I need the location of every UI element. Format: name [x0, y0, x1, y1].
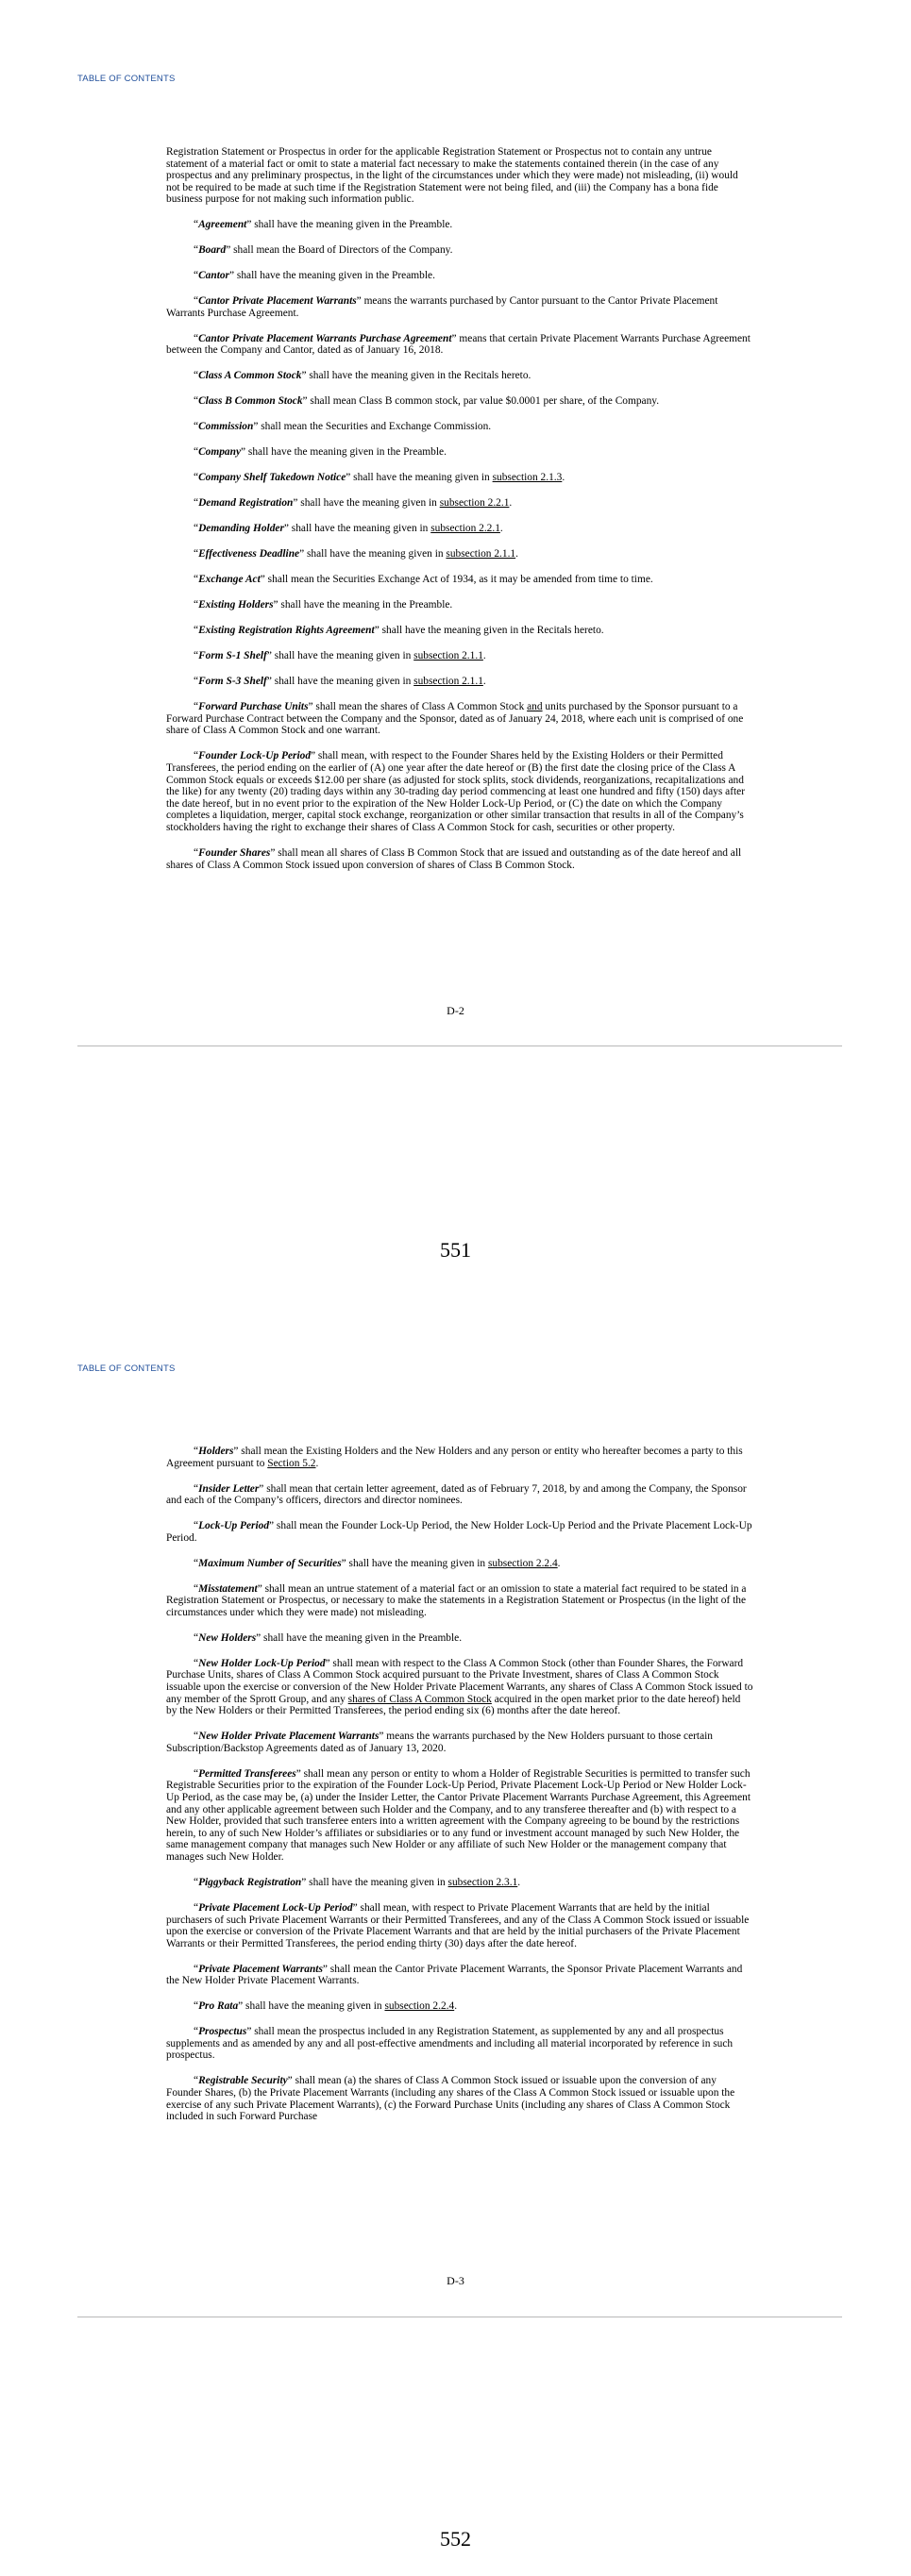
- subsection-link[interactable]: subsection 2.1.3: [492, 472, 563, 484]
- term: Commission: [198, 421, 254, 433]
- term: Company: [198, 446, 241, 459]
- def-insider-letter: “Insider Letter” shall mean that certain letter agreement, dated as of February 7, 2018, by and among the Company, the Sponsor and each of the Company’s officers, directors and director nominees.: [166, 1482, 747, 1507]
- def-cantor: “Cantor” shall have the meaning given in the Preamble.: [194, 270, 435, 282]
- term: Exchange Act: [198, 574, 261, 586]
- def-text: ” shall mean with respect to the Class A Common Stock (other than Founder Shares, the Forward Purchase Units, shares of Class A Common Stock acquired pursuant to the Private Investment, shares of Class A Common Stock issuable upon the exercise or conversion of the New Holder Private Placement Warrants, any shares of Class A Common Stock issued to any member of the Sprott Group, and any: [166, 1657, 753, 1705]
- term: Effectiveness Deadline: [198, 548, 300, 560]
- def-pro-rata: “Pro Rata” shall have the meaning given in subsection 2.2.4.: [194, 2000, 458, 2013]
- def-founder-shares: “Founder Shares” shall mean all shares of Class B Common Stock that are issued and outstanding as of the date hereof and all shares of Class A Common Stock issued upon conversion of shares of Class B Common Stock.: [166, 846, 742, 871]
- def-prospectus: “Prospectus” shall mean the prospectus included in any Registration Statement, as supplemented by any and all prospectus supplements and as amended by any and all post-effective amendments and including all material incorporated by reference in such prospectus.: [166, 2026, 734, 2062]
- def-text: ” shall mean the prospectus included in any Registration Statement, as supplemented by any and all prospectus supplements and as amended by any and all post-effective amendments and including all material incorporated by reference in such prospectus.: [166, 2026, 734, 2062]
- def-new-holder-ppw: “New Holder Private Placement Warrants” means the warrants purchased by the New Holders pursuant to those certain Subscription/Backstop Agreements dated as of January 13, 2020.: [166, 1731, 714, 1754]
- term: Founder Shares: [198, 846, 271, 859]
- term: Form S-3 Shelf: [198, 676, 267, 688]
- def-text: ” shall mean Class B common stock, par value $0.0001 per share, of the Company.: [302, 395, 660, 408]
- def-board: “Board” shall mean the Board of Directors of the Company.: [194, 244, 453, 257]
- def-text: ” means the warrants purchased by Cantor pursuant to the Cantor Private Placement Warrants Purchase Agreement.: [166, 295, 718, 319]
- def-commission: “Commission” shall mean the Securities and Exchange Commission.: [194, 421, 492, 433]
- term: Agreement: [198, 219, 247, 231]
- def-holders: “Holders” shall mean the Existing Holders and the New Holders and any person or entity who hereafter becomes a party to this Agreement pursuant to Section 5.2.: [166, 1446, 743, 1469]
- def-cantor-ppw: “Cantor Private Placement Warrants” means the warrants purchased by Cantor pursuant to the Cantor Private Placement Warrants Purchase Agreement.: [166, 295, 718, 319]
- def-text: ” shall have the meaning given in: [266, 650, 414, 662]
- def-text: ” shall mean, with respect to the Founder Shares held by the Existing Holders or their Permitted Transferees, the period ending on the earlier of (A) one year after the date hereof or (B) the first date the closing price of the Class A Common Stock equals or exceeds $12.00 per share (as adjusted for stock splits, stock dividends, reorganizations, recapitalizations and the like) for any twenty (20) trading days within any 30-trading day period commencing at least one hundred and fifty (150) days after the date hereof, but in no event prior to the expiration of the New Holder Lock-Up Period, or (C) the date on which the Company completes a liquidation, merger, capital stock exchange, reorganization or other similar transaction that results in all of the Company’s stockholders having the right to exchange their shares of Class A Common Stock for cash, securities or other property.: [166, 750, 746, 833]
- def-effectiveness-deadline: “Effectiveness Deadline” shall have the meaning given in subsection 2.1.1.: [194, 548, 518, 560]
- subsection-link[interactable]: subsection 2.1.1: [446, 548, 516, 560]
- def-tail: .: [482, 650, 486, 662]
- intro-paragraph: Registration Statement or Prospectus in order for the applicable Registration Statement or Prospectus not to contain any untrue statement of a material fact or omit to state a material fact necessary to make the statements contained therein (in the case of any prospectus and any preliminary prospectus, in the light of the circumstances under which they were made) not misleading, (ii) would not be required to be made at such time if the Registration Statement were not being filed, and (iii) the Company has a bona fide business purpose for not making such information public.: [166, 146, 738, 206]
- def-text: ” shall have the meaning given in the Preamble.: [228, 270, 435, 282]
- def-founder-lockup: “Founder Lock-Up Period” shall mean, with respect to the Founder Shares held by the Existing Holders or their Permitted Transferees, the period ending on the earlier of (A) one year after the date hereof or (B) the first date the closing price of the Class A Common Stock equals or exceeds $12.00 per share (as adjusted for stock splits, stock dividends, reorganizations, recapitalizations and the like) for any twenty (20) trading days within any 30-trading day period commencing at least one hundred and fifty (150) days after the date hereof, but in no event prior to the expiration of the New Holder Lock-Up Period, or (C) the date on which the Company completes a liquidation, merger, capital stock exchange, reorganization or other similar transaction that results in all of the Company’s stockholders having the right to exchange their shares of Class A Common Stock for cash, securities or other property.: [166, 750, 746, 833]
- def-registrable-security: “Registrable Security” shall mean (a) the shares of Class A Common Stock issued or issuable upon the conversion of any Founder Shares, (b) the Private Placement Warrants (including any shares of the Class A Common Stock issued or issuable upon the exercise of any such Private Placement Warrants), (c) the Forward Purchase Units (including any shares of Class A Common Stock included in such Forward Purchase: [166, 2075, 735, 2123]
- term: Cantor Private Placement Warrants Purchase Agreement: [198, 332, 452, 344]
- def-pp-lockup: “Private Placement Lock-Up Period” shall mean, with respect to Private Placement Warrants that are held by the initial purchasers of such Private Placement Warrants or their Permitted Transferees, and any of the Class A Common Stock issued or issuable upon the exercise or conversion of the Private Placement Warrants and that are held by the initial purchasers of the Private Placement Warrants or their Permitted Transferees, the period ending thirty (30) days after the date hereof.: [166, 1901, 750, 1949]
- def-demanding-holder: “Demanding Holder” shall have the meaning given in subsection 2.2.1.: [194, 523, 503, 535]
- term: Piggyback Registration: [198, 1876, 302, 1888]
- def-text: ” shall have the meaning given in: [293, 497, 440, 510]
- subsection-link[interactable]: subsection 2.3.1: [447, 1876, 518, 1888]
- def-text: ” means that certain Private Placement Warrants Purchase Agreement between the Company and Cantor, dated as of January 16, 2018.: [166, 332, 751, 357]
- term: New Holder Lock-Up Period: [198, 1657, 326, 1669]
- subsection-link[interactable]: subsection 2.2.4: [487, 1557, 558, 1569]
- term: Existing Holders: [198, 599, 274, 611]
- term: Maximum Number of Securities: [198, 1557, 342, 1569]
- def-text: ” shall mean the Board of Directors of the Company.: [226, 244, 453, 257]
- def-agreement: “Agreement” shall have the meaning given in the Preamble.: [194, 219, 453, 231]
- def-text: acquired in the open market prior to the date hereof) held by the New Holders or their Permitted Transferees, the period ending six (6) months after the date hereof.: [166, 1693, 741, 1717]
- def-shelf-takedown: “Company Shelf Takedown Notice” shall have the meaning given in subsection 2.1.3.: [194, 472, 565, 484]
- def-text: ” shall mean the Existing Holders and the New Holders and any person or entity who hereafter becomes a party to this Agreement pursuant to: [166, 1446, 743, 1469]
- def-text: ” shall have the meaning given in: [283, 523, 431, 535]
- page-number-551: 551: [440, 1238, 471, 1262]
- term: Misstatement: [198, 1582, 258, 1595]
- term: Class A Common Stock: [198, 370, 302, 382]
- def-permitted-transferees: “Permitted Transferees” shall mean any person or entity to whom a Holder of Registrable Securities is permitted to transfer such Registrable Securities prior to the expiration of the Founder Lock-Up Period, Private Placement Lock-Up Period or New Holder Lock-Up Period, as the case may be, (a) under the Insider Letter, the Cantor Private Placement Warrants Purchase Agreement, this Agreement and any other applicable agreement between such Holder and the Company, and to any transferee thereafter and (b) with respect to a New Holder, provided that such transferee enters into a written agreement with the Company agreeing to be bound by the restrictions herein, to any of such New Holder’s affiliates or subsidiaries or to any fund or investment account managed by such New Holder, the same management company that manages such New Holder or any affiliate of such New Holder or the management company that manages such New Holder.: [166, 1767, 751, 1863]
- def-tail: .: [557, 1557, 561, 1569]
- def-tail: .: [482, 676, 486, 688]
- term: New Holders: [198, 1631, 257, 1644]
- subsection-link[interactable]: subsection 2.2.4: [384, 2000, 455, 2013]
- def-text: ” shall mean the Cantor Private Placement Warrants, the Sponsor Private Placement Warrants and the New Holder Private Placement Warrants.: [166, 1963, 743, 1987]
- def-text: ” shall mean all shares of Class B Common Stock that are issued and outstanding as of the date hereof and all shares of Class A Common Stock issued upon conversion of shares of Class B Common Stock.: [166, 846, 742, 871]
- term: Forward Purchase Units: [198, 701, 309, 713]
- def-text: ” shall mean any person or entity to whom a Holder of Registrable Securities is permitted to transfer such Registrable Securities prior to the expiration of the Founder Lock-Up Period, Private Placement Lock-Up Period or New Holder Lock-Up Period, as the case may be, (a) under the Insider Letter, the Cantor Private Placement Warrants Purchase Agreement, this Agreement and any other applicable agreement between such Holder and the Company, and to any transferee thereafter and (b) with respect to a New Holder, provided that such transferee enters into a written agreement with the Company agreeing to be bound by the restrictions herein, to any of such New Holder’s affiliates or subsidiaries or to any fund or investment account managed by such New Holder, the same management company that manages such New Holder or any affiliate of such New Holder or the management company that manages such New Holder.: [166, 1767, 751, 1863]
- def-tail: .: [515, 548, 518, 560]
- page-1-body: [166, 146, 753, 885]
- def-class-a: “Class A Common Stock” shall have the meaning given in the Recitals hereto.: [194, 370, 531, 382]
- def-text: ” shall have the meaning given in: [346, 472, 493, 484]
- term: Registrable Security: [198, 2075, 288, 2087]
- def-form-s3: “Form S-3 Shelf” shall have the meaning given in subsection 2.1.1.: [194, 676, 486, 688]
- subsection-link[interactable]: subsection 2.1.1: [413, 650, 483, 662]
- def-tail: .: [562, 472, 565, 484]
- term: Demand Registration: [198, 497, 294, 510]
- term: Class B Common Stock: [198, 395, 303, 408]
- term: Insider Letter: [198, 1482, 260, 1495]
- term: Form S-1 Shelf: [198, 650, 267, 662]
- def-company: “Company” shall have the meaning given in the Preamble.: [194, 446, 447, 459]
- def-tail: .: [454, 2000, 458, 2013]
- def-text: ” shall mean (a) the shares of Class A Common Stock issued or issuable upon the conversion of any Founder Shares, (b) the Private Placement Warrants (including any shares of the Class A Common Stock issued or issuable upon the exercise of any such Private Placement Warrants), (c) the Forward Purchase Units (including any shares of Class A Common Stock included in such Forward Purchase: [166, 2075, 735, 2123]
- def-text: ” shall mean the Securities and Exchange Commission.: [253, 421, 492, 433]
- page-label-d2: D-2: [447, 1004, 464, 1017]
- def-text: ” shall have the meaning given in the Preamble.: [241, 446, 447, 459]
- def-text: ” shall mean, with respect to Private Placement Warrants that are held by the initial purchasers of such Private Placement Warrants or their Permitted Transferees, and any of the Class A Common Stock issued or issuable upon the exercise or conversion of the Private Placement Warrants and that are held by the initial purchasers of the Private Placement Warrants or their Permitted Transferees, the period ending thirty (30) days after the date hereof.: [166, 1901, 750, 1949]
- section-link[interactable]: Section 5.2: [267, 1457, 316, 1469]
- def-new-holders: “New Holders” shall have the meaning given in the Preamble.: [194, 1631, 463, 1644]
- def-text: ” shall have the meaning given in the Preamble.: [246, 219, 453, 231]
- def-text: ” shall have the meaning given in: [266, 676, 414, 688]
- def-text: ” shall mean that certain letter agreement, dated as of February 7, 2018, by and among the Company, the Sponsor and each of the Company’s officers, directors and director nominees.: [166, 1482, 747, 1507]
- def-tail: .: [315, 1457, 319, 1469]
- def-text: units purchased by the Sponsor pursuant to a Forward Purchase Contract between the Company and the Sponsor, dated as of January 24, 2018, where each unit is comprised of one share of Class A Common Stock and one warrant.: [166, 701, 744, 737]
- def-max-securities: “Maximum Number of Securities” shall have the meaning given in subsection 2.2.4.: [194, 1557, 561, 1569]
- def-existing-holders: “Existing Holders” shall have the meaning in the Preamble.: [194, 599, 453, 611]
- def-tail: .: [517, 1876, 521, 1888]
- def-text: ” shall mean the Founder Lock-Up Period, the New Holder Lock-Up Period and the Private Placement Lock-Up Period.: [166, 1520, 752, 1544]
- def-tail: .: [509, 497, 513, 510]
- def-existing-rra: “Existing Registration Rights Agreement” shall have the meaning given in the Recitals hereto.: [194, 625, 604, 637]
- def-text: ” shall have the meaning in the Preamble.: [273, 599, 453, 611]
- def-text: ” shall mean an untrue statement of a material fact or an omission to state a material fact required to be stated in a Registration Statement or Prospectus, or necessary to make the statements in a Registration Statement or Prospectus (in the light of the circumstances under which they were made) not misleading.: [166, 1582, 747, 1618]
- term: Holders: [198, 1446, 234, 1457]
- def-text: ” shall have the meaning given in the Preamble.: [256, 1631, 463, 1644]
- def-demand-registration: “Demand Registration” shall have the meaning given in subsection 2.2.1.: [194, 497, 513, 510]
- term: Board: [198, 244, 227, 257]
- def-text: ” shall have the meaning given in the Recitals hereto.: [374, 625, 604, 637]
- def-class-b: “Class B Common Stock” shall mean Class B common stock, par value $0.0001 per share, of the Company.: [194, 395, 660, 408]
- page-divider: [77, 1045, 842, 1046]
- subsection-link[interactable]: subsection 2.1.1: [413, 676, 483, 688]
- def-text: ” means the warrants purchased by the New Holders pursuant to those certain Subscription/Backstop Agreements dated as of January 13, 2020.: [166, 1731, 714, 1754]
- term: Pro Rata: [198, 2000, 239, 2013]
- term: Permitted Transferees: [198, 1767, 296, 1780]
- def-text: ” shall have the meaning given in: [301, 1876, 448, 1888]
- table-of-contents-link[interactable]: TABLE OF CONTENTS: [77, 74, 176, 84]
- term: Private Placement Lock-Up Period: [198, 1901, 353, 1914]
- term: Demanding Holder: [198, 523, 284, 535]
- def-text: ” shall have the meaning given in: [238, 2000, 385, 2013]
- def-misstatement: “Misstatement” shall mean an untrue statement of a material fact or an omission to state a material fact required to be stated in a Registration Statement or Prospectus, or necessary to make the statements in a Registration Statement or Prospectus (in the light of the circumstances under which they were made) not misleading.: [166, 1582, 747, 1618]
- def-forward-purchase-units: “Forward Purchase Units” shall mean the shares of Class A Common Stock and units purchased by the Sponsor pursuant to a Forward Purchase Contract between the Company and the Sponsor, dated as of January 24, 2018, where each unit is comprised of one share of Class A Common Stock and one warrant.: [166, 701, 744, 737]
- table-of-contents-link[interactable]: TABLE OF CONTENTS: [77, 1363, 176, 1374]
- term: Private Placement Warrants: [198, 1963, 323, 1975]
- def-new-holder-lockup: “New Holder Lock-Up Period” shall mean with respect to the Class A Common Stock (other than Founder Shares, the Forward Purchase Units, shares of Class A Common Stock acquired pursuant to the Private Investment, shares of Class A Common Stock issuable upon the exercise or conversion of the New Holder Private Placement Warrants, any shares of Class A Common Stock issued to any member of the Sprott Group, and any shares of Class A Common Stock acquired in the open market prior to the date hereof) held by the New Holders or their Permitted Transferees, the period ending six (6) months after the date hereof.: [166, 1657, 753, 1717]
- def-piggyback: “Piggyback Registration” shall have the meaning given in subsection 2.3.1.: [194, 1876, 521, 1888]
- page-number-552: 552: [440, 2527, 471, 2551]
- term: Cantor Private Placement Warrants: [198, 295, 357, 308]
- term: Company Shelf Takedown Notice: [198, 472, 346, 484]
- subsection-link[interactable]: subsection 2.2.1: [439, 497, 510, 510]
- def-text: ” shall mean the shares of Class A Common Stock: [308, 701, 528, 713]
- def-text: ” shall mean the Securities Exchange Act of 1934, as it may be amended from time to time.: [260, 574, 653, 586]
- and-underlined: and: [527, 701, 543, 713]
- term: New Holder Private Placement Warrants: [198, 1731, 380, 1743]
- subsection-link[interactable]: subsection 2.2.1: [430, 523, 500, 535]
- def-text: ” shall have the meaning given in: [299, 548, 447, 560]
- term: Lock-Up Period: [198, 1520, 270, 1532]
- def-lockup-period: “Lock-Up Period” shall mean the Founder Lock-Up Period, the New Holder Lock-Up Period and the Private Placement Lock-Up Period.: [166, 1520, 752, 1544]
- def-text: ” shall have the meaning given in the Recitals hereto.: [301, 370, 531, 382]
- page-2-body: [166, 1446, 753, 2136]
- def-text: ” shall have the meaning given in: [341, 1557, 488, 1569]
- term: Cantor: [198, 270, 229, 282]
- term: Existing Registration Rights Agreement: [198, 625, 375, 637]
- def-cantor-ppw-agreement: “Cantor Private Placement Warrants Purchase Agreement” means that certain Private Placement Warrants Purchase Agreement between the Company and Cantor, dated as of January 16, 2018.: [166, 332, 751, 357]
- def-form-s1: “Form S-1 Shelf” shall have the meaning given in subsection 2.1.1.: [194, 650, 486, 662]
- term: Prospectus: [198, 2026, 247, 2038]
- term: Founder Lock-Up Period: [198, 750, 312, 762]
- page-label-d3: D-3: [447, 2274, 464, 2287]
- def-exchange-act: “Exchange Act” shall mean the Securities Exchange Act of 1934, as it may be amended from time to time.: [194, 574, 653, 586]
- def-ppw: “Private Placement Warrants” shall mean the Cantor Private Placement Warrants, the Sponsor Private Placement Warrants and the New Holder Private Placement Warrants.: [166, 1963, 743, 1987]
- def-tail: .: [499, 523, 503, 535]
- underlined-phrase: shares of Class A Common Stock: [347, 1693, 492, 1705]
